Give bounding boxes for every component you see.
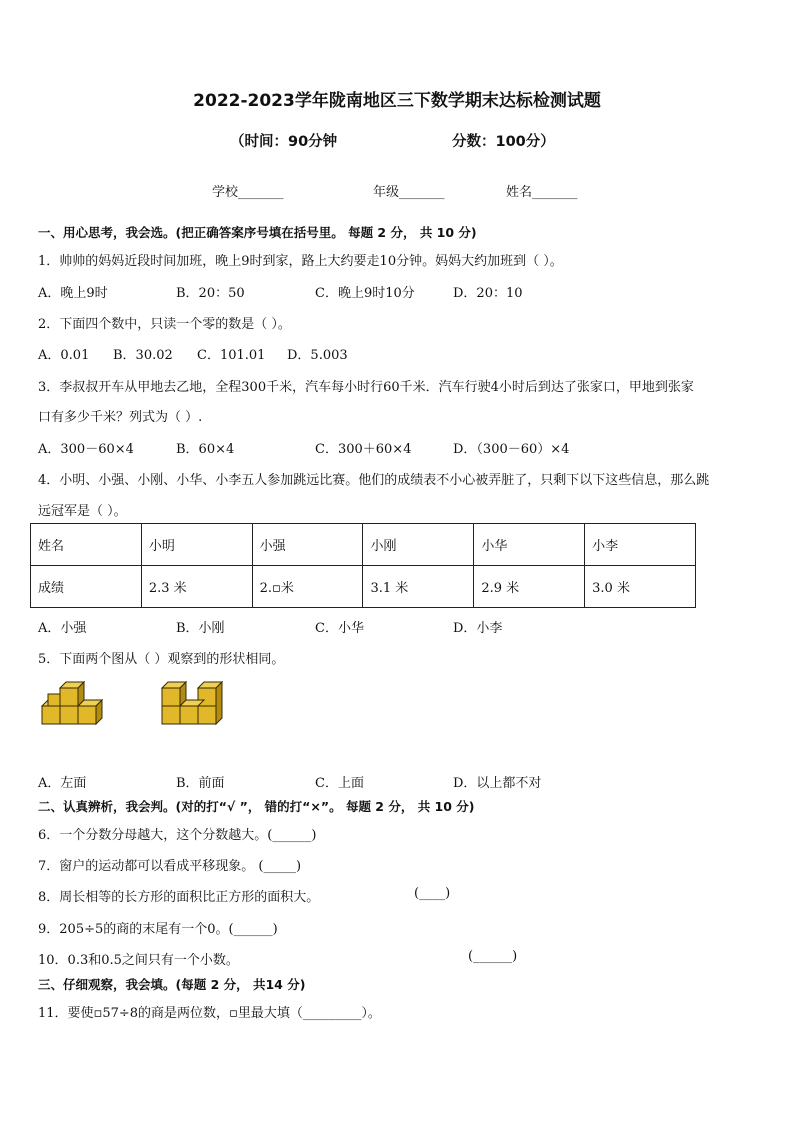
table-row — [31, 524, 696, 566]
question-3-line-1: 3．李叔叔开车从甲地去乙地，全程300千米，汽车每小时行60千米．汽车行驶4小时后到达了张家口，甲地到张家 — [38, 380, 694, 395]
cube-figure-2 — [160, 678, 226, 728]
table-cell: 成绩 — [31, 566, 142, 608]
table-cell: 2.3 米 — [141, 566, 252, 608]
section1-heading: 一、用心思考，我会选。(把正确答案序号填在括号里。 每题 2 分， 共 10 分) — [38, 225, 477, 240]
table-cell: 3.0 米 — [585, 566, 696, 608]
score-table — [30, 523, 696, 608]
option-c: C．晚上9时10分 — [315, 286, 415, 301]
page-title: 2022-2023学年陇南地区三下数学期末达标检测试题 — [193, 91, 601, 111]
table-cell: 小刚 — [363, 524, 474, 566]
option-c: C．小华 — [315, 621, 364, 636]
option-b: B．前面 — [176, 776, 225, 791]
cube-figure-1 — [40, 678, 104, 728]
option-d: D．20：10 — [453, 286, 523, 301]
question-7: 7．窗户的运动都可以看成平移现象。 (_____) — [38, 859, 302, 874]
option-b: B．30.02 — [113, 348, 173, 363]
option-b: B．60×4 — [176, 442, 235, 457]
table-cell: 小强 — [252, 524, 363, 566]
question-4-line-2: 远冠军是（ ）。 — [38, 504, 127, 519]
option-c: C．300＋60×4 — [315, 442, 412, 457]
question-4-line-1: 4．小明、小强、小刚、小华、小李五人参加跳远比赛。他们的成绩表不小心被弄脏了，只剩下以下这些信息，那么跳 — [38, 473, 710, 488]
exam-score: 分数：100分） — [452, 134, 555, 150]
question-11: 11．要使▫57÷8的商是两位数，▫里最大填（_________）。 — [38, 1006, 381, 1021]
question-9: 9．205÷5的商的末尾有一个0。(______) — [38, 922, 278, 937]
question-5: 5．下面两个图从（ ）观察到的形状相同。 — [38, 652, 285, 667]
section3-heading: 三、仔细观察，我会填。(每题 2 分， 共14 分) — [38, 977, 306, 992]
option-c: C．101.01 — [197, 348, 266, 363]
option-d: D．5.003 — [287, 348, 348, 363]
option-b: B．20：50 — [176, 286, 245, 301]
table-cell: 小明 — [141, 524, 252, 566]
section2-heading: 二、认真辨析，我会判。(对的打“√ ”， 错的打“×”。 每题 2 分， 共 10 分) — [38, 799, 475, 814]
option-a: A．左面 — [38, 776, 87, 791]
question-3-line-2: 口有多少千米？列式为（ ）. — [38, 410, 203, 425]
grade-field: 年级_______ — [373, 185, 445, 200]
table-cell: 小李 — [585, 524, 696, 566]
table-cell: 姓名 — [31, 524, 142, 566]
table-row — [31, 566, 696, 608]
table-cell: 2.9 米 — [474, 566, 585, 608]
table-cell: 小华 — [474, 524, 585, 566]
question-2: 2．下面四个数中，只读一个零的数是（ ）。 — [38, 317, 291, 332]
option-a: A．0.01 — [38, 348, 90, 363]
table-cell: 2.▫米 — [252, 566, 363, 608]
question-8: 8．周长相等的长方形的面积比正方形的面积大。 — [38, 890, 320, 905]
question-6: 6．一个分数分母越大，这个分数越大。(______) — [38, 828, 317, 843]
option-d: D．小李 — [453, 621, 503, 636]
question-8-blank[interactable]: (____) — [414, 886, 451, 901]
option-d: D．以上都不对 — [453, 776, 542, 791]
exam-time: （时间：90分钟 — [230, 134, 338, 150]
question-10-blank[interactable]: (______) — [468, 949, 518, 964]
option-a: A．晚上9时 — [38, 286, 108, 301]
option-c: C．上面 — [315, 776, 364, 791]
question-10: 10．0.3和0.5之间只有一个小数。 — [38, 953, 239, 968]
option-a: A．小强 — [38, 621, 87, 636]
name-field: 姓名_______ — [506, 185, 578, 200]
option-b: B．小刚 — [176, 621, 225, 636]
table-cell: 3.1 米 — [363, 566, 474, 608]
option-d: D．（300－60）×4 — [453, 442, 570, 457]
option-a: A．300－60×4 — [38, 442, 134, 457]
question-1: 1．帅帅的妈妈近段时间加班，晚上9时到家，路上大约要走10分钟。妈妈大约加班到（ ）。 — [38, 254, 563, 269]
school-field: 学校_______ — [212, 185, 284, 200]
